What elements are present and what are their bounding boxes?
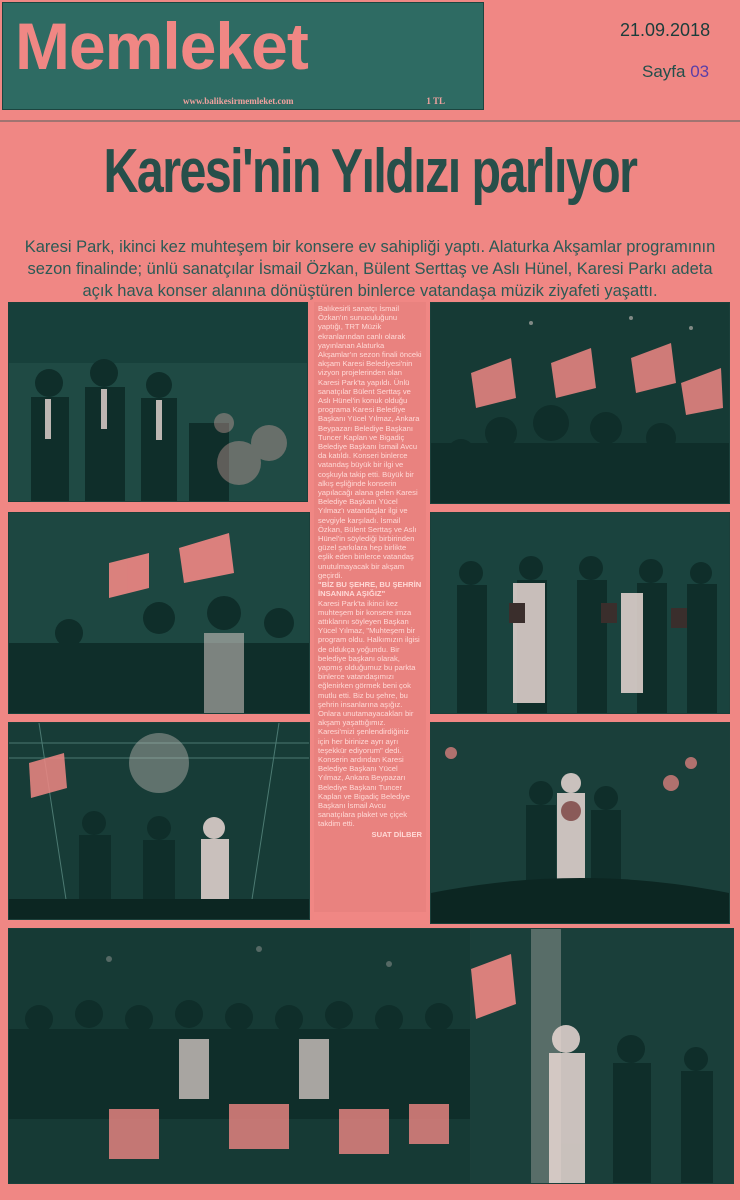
page-number: 03	[690, 62, 710, 81]
photo-stage-performers	[8, 722, 310, 920]
article-paragraph: Karesi Park'ta ikinci kez muhteşem bir konsere imza attıklarını söyleyen Başkan Yücel Yılmaz, "Muhteşem bir program oldu. Halkımızın ilgisi de oldukça yoğundu. Bir belediye başkanı olarak, yapmış olduğumuz bu parkta binlerce vatandaşımızı eğlenirken görmek beni çok mutlu etti. Biz bu şehre, bu şehrin insanlarına aşığız. Onlara unutamayacakları bir akşam yaşattığımız. Karesi'mizi şenlendirdiğiniz için her birinize ayrı ayrı teşekkür ediyorum" dedi. Konserin ardından Karesi Belediye Başkanı Yücel Yılmaz, Ankara Beypazarı Belediye Başkanı Tuncer Kaplan ve Bigadiç Belediye Başkanı İsmail Avcu sanatçılara plaket ve çiçek takdim etti.	[318, 598, 420, 829]
article-body	[318, 304, 422, 839]
masthead-price: 1 TL	[426, 96, 445, 106]
page-label: Sayfa	[642, 62, 686, 81]
page-indicator	[642, 62, 709, 82]
article-paragraph: Balıkesirli sanatçı İsmail Özkan'ın sunuculuğunu yaptığı, TRT Müzik ekranlarından canlı olarak yayınlanan Alaturka Akşamlar'ın sezon finali önceki akşam Karesi Belediyesi'nin vizyon projelerinden olan Karesi Park'ta yapıldı. Ünlü sanatçılar Bülent Serttaş ve Aslı Hünel'in konuk olduğu programa Karesi Belediye Başkanı Yücel Yılmaz, Ankara Beypazarı Belediye Başkanı Tuncer Kaplan ve Bigadiç Belediye Başkanı İsmail Avcu da katıldı. Konseri binlerce vatandaş büyük bir ilgi ve coşkuyla takip etti. Büyük bir alkış eşliğinde konserin yapılacağı alana gelen Karesi Belediye Başkanı Yücel Yılmaz'ı vatandaşlar ilgi ve sevgiyle karşıladı. İsmail Özkan, Bülent Serttaş ve Aslı Hünel'in söylediği birbirinden güzel şarkılara hep birlikte eşlik eden binlerce vatandaş unutulmayacak bir akşam geçirdi.	[318, 304, 422, 580]
masthead	[2, 2, 484, 110]
newspaper-logo: Memleket	[15, 9, 308, 83]
lead-paragraph: Karesi Park, ikinci kez muhteşem bir konsere ev sahipliği yaptı. Alaturka Akşamlar programının sezon finalinde; ünlü sanatçılar İsmail Özkan, Bülent Serttaş ve Aslı Hünel, Karesi Parkı adeta açık hava konser alanına dönüştüren binlerce vatandaşa müzik ziyafeti yaşattı.	[24, 238, 716, 300]
header-divider	[0, 120, 740, 122]
photo-crowd-flags	[430, 302, 730, 504]
photo-front-row-audience	[8, 928, 472, 1184]
article-author: SUAT DİLBER	[371, 829, 422, 839]
photo-officials-waving	[8, 302, 308, 502]
photo-singer-with-flag	[470, 928, 734, 1184]
article-subheading: "BİZ BU ŞEHRE, BU ŞEHRİN İNSANINA AŞIĞIZ"	[318, 580, 422, 599]
photo-audience-flag	[8, 512, 310, 714]
photo-flower-presentation	[430, 722, 730, 924]
masthead-url: www.balikesirmemleket.com	[183, 96, 294, 106]
headline: Karesi'nin Yıldızı parlıyor	[103, 137, 637, 206]
photo-plaque-ceremony	[430, 512, 730, 714]
issue-date: 21.09.2018	[620, 20, 711, 40]
